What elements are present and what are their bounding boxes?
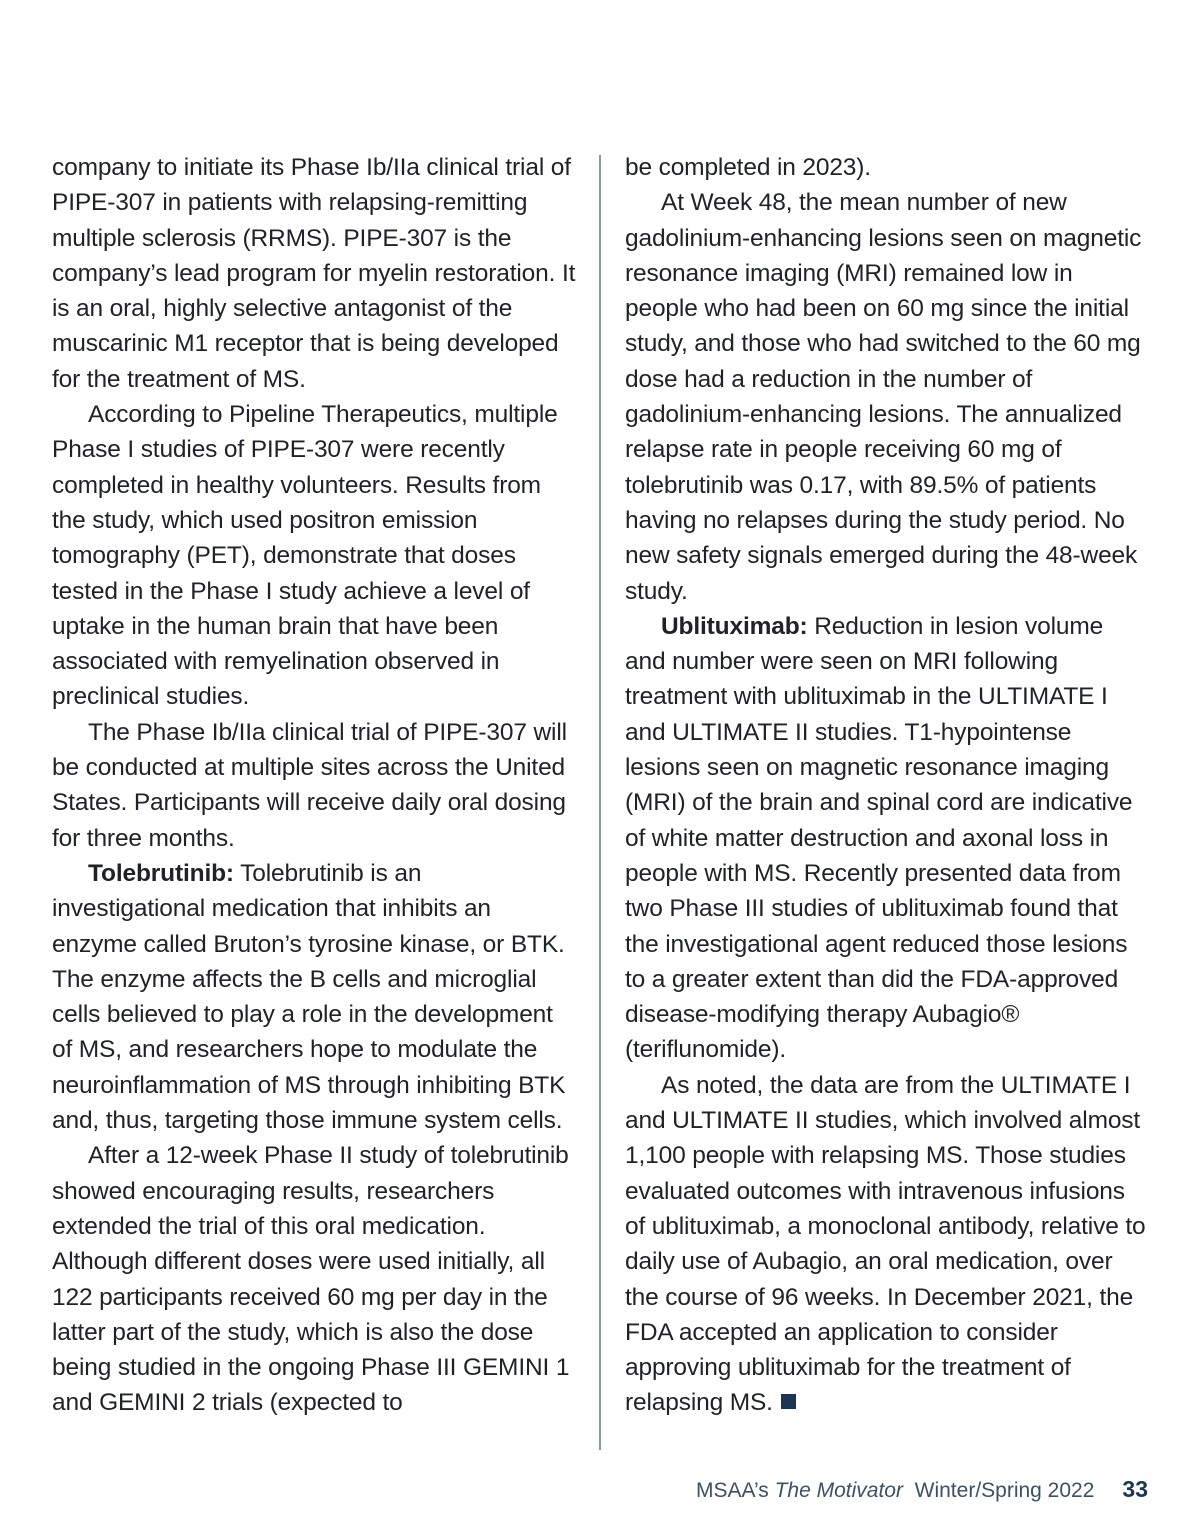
footer-issue: Winter/Spring 2022 xyxy=(914,1479,1095,1502)
paragraph: According to Pipeline Therapeutics, multiple Phase I studies of PIPE-307 were recently completed in healthy volunteers. Results from the study, which used positron emission tomography (PET), demonstrate that doses tested in the Phase I study achieve a level of uptake in the human brain that have been associated with remyelination observed in preclinical studies. xyxy=(52,401,558,711)
paragraph-ublituximab xyxy=(625,609,1149,1068)
paragraph-text: Tolebrutinib is an investigational medication that inhibits an enzyme called Bruton’s tyrosine kinase, or BTK. The enzyme affects the B cells and microglial cells believed to play a role in the development of MS, and researchers hope to modulate the neuroinflammation of MS through inhibiting BTK and, thus, targeting those immune system cells. xyxy=(52,859,566,1135)
end-of-article-icon xyxy=(781,1394,796,1409)
paragraph-text: Reduction in lesion volume and number were seen on MRI following treatment with ublituximab in the ULTIMATE I and ULTIMATE II studies. T1-hypointense lesions seen on magnetic resonance imaging (MRI) of the brain and spinal cord are indicative of white matter destruction and axonal loss in people with MS. Recently presented data from two Phase III studies of ublituximab found that the investigational agent reduced those lesions to a greater extent than did the FDA-approved disease-modifying therapy Aubagio® (teriflunomide). xyxy=(625,612,1133,1064)
footer-magazine-title: The Motivator xyxy=(774,1479,903,1502)
paragraph: After a 12-week Phase II study of tolebrutinib showed encouraging results, researchers extended the trial of this oral medication. Although different doses were used initially, all 122 participants received 60 mg per day in the latter part of the study, which is also the dose being studied in the ongoing Phase III GEMINI 1 and GEMINI 2 trials (expected to xyxy=(52,1142,570,1417)
paragraph: The Phase Ib/IIa clinical trial of PIPE-307 will be conducted at multiple sites across the United States. Participants will receive daily oral dosing for three months. xyxy=(52,718,567,852)
footer-publisher: MSAA’s xyxy=(696,1479,775,1502)
column-divider xyxy=(599,155,601,1450)
paragraph: At Week 48, the mean number of new gadolinium-enhancing lesions seen on magnetic resonance imaging (MRI) remained low in people who had been on 60 mg since the initial study, and those who had switched to the 60 mg dose had a reduction in the number of gadolinium-enhancing lesions. The annualized relapse rate in people receiving 60 mg of tolebrutinib was 0.17, with 89.5% of patients having no relapses during the study period. No new safety signals emerged during the 48-week study. xyxy=(625,189,1142,605)
paragraph: company to initiate its Phase Ib/IIa clinical trial of PIPE-307 in patients with relapsing-remitting multiple sclerosis (RRMS). PIPE-307 is the company’s lead program for myelin restoration. It is an oral, highly selective antagonist of the muscarinic M1 receptor that is being developed for the treatment of MS. xyxy=(52,154,576,393)
paragraph-text: As noted, the data are from the ULTIMATE I and ULTIMATE II studies, which involved almost 1,100 people with relapsing MS. Those studies evaluated outcomes with intravenous infusions of ublituximab, a monoclonal antibody, relative to daily use of Aubagio, an oral medication, over the course of 96 weeks. In December 2021, the FDA accepted an application to consider approving ublituximab for the treatment of relapsing MS. xyxy=(625,1071,1146,1417)
section-heading-tolebrutinib: Tolebrutinib: xyxy=(88,859,234,887)
left-column xyxy=(52,150,576,1421)
paragraph: be completed in 2023). xyxy=(625,154,871,181)
paragraph-final xyxy=(625,1068,1149,1421)
page-footer xyxy=(696,1476,1148,1503)
section-heading-ublituximab: Ublituximab: xyxy=(661,612,808,640)
right-column xyxy=(625,150,1149,1421)
page-number: 33 xyxy=(1122,1476,1148,1502)
paragraph-tolebrutinib xyxy=(52,856,576,1138)
